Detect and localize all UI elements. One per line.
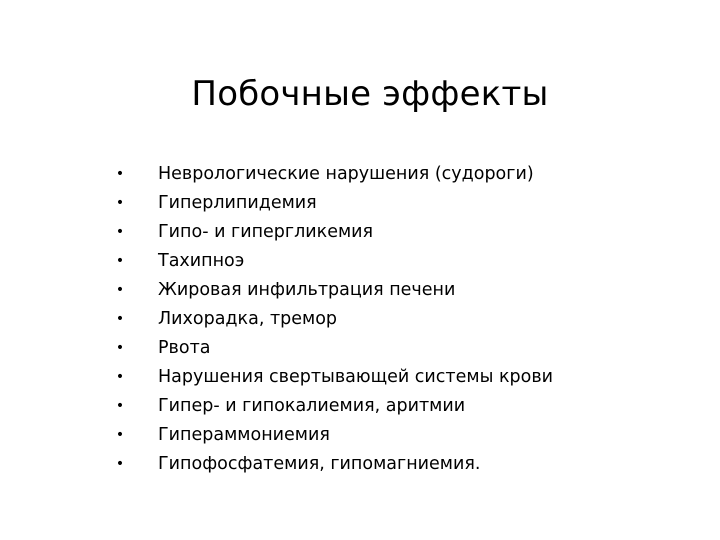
list-item-text: Нарушения свертывающей системы крови xyxy=(158,367,554,387)
bullet-icon: • xyxy=(115,166,125,182)
list-item xyxy=(108,276,688,305)
list-item xyxy=(108,421,688,450)
list-item-text: Гипофосфатемия, гипомагниемия. xyxy=(158,454,481,474)
list-item xyxy=(108,218,688,247)
list-item xyxy=(108,305,688,334)
bullet-icon: • xyxy=(115,311,125,327)
bullet-icon: • xyxy=(115,369,125,385)
list-item-text: Рвота xyxy=(158,338,211,358)
list-item-text: Гиперлипидемия xyxy=(158,193,317,213)
list-item-text: Неврологические нарушения (судороги) xyxy=(158,164,534,184)
bullet-icon: • xyxy=(115,427,125,443)
list-item xyxy=(108,247,688,276)
bullet-icon: • xyxy=(115,456,125,472)
list-item-text: Жировая инфильтрация печени xyxy=(158,280,456,300)
list-item-text: Лихорадка, тремор xyxy=(158,309,338,329)
list-item xyxy=(108,450,688,479)
list-item xyxy=(108,189,688,218)
bullet-list xyxy=(108,160,688,479)
bullet-icon: • xyxy=(115,224,125,240)
bullet-icon: • xyxy=(115,398,125,414)
slide-title: Побочные эффекты xyxy=(191,74,549,114)
list-item xyxy=(108,160,688,189)
list-item xyxy=(108,392,688,421)
bullet-icon: • xyxy=(115,340,125,356)
list-item-text: Тахипноэ xyxy=(158,251,245,271)
list-item-text: Гипер- и гипокалиемия, аритмии xyxy=(158,396,466,416)
list-item-text: Гипо- и гипергликемия xyxy=(158,222,374,242)
list-item-text: Гипераммониемия xyxy=(158,425,330,445)
bullet-icon: • xyxy=(115,282,125,298)
list-item xyxy=(108,363,688,392)
bullet-icon: • xyxy=(115,253,125,269)
list-item xyxy=(108,334,688,363)
bullet-icon: • xyxy=(115,195,125,211)
